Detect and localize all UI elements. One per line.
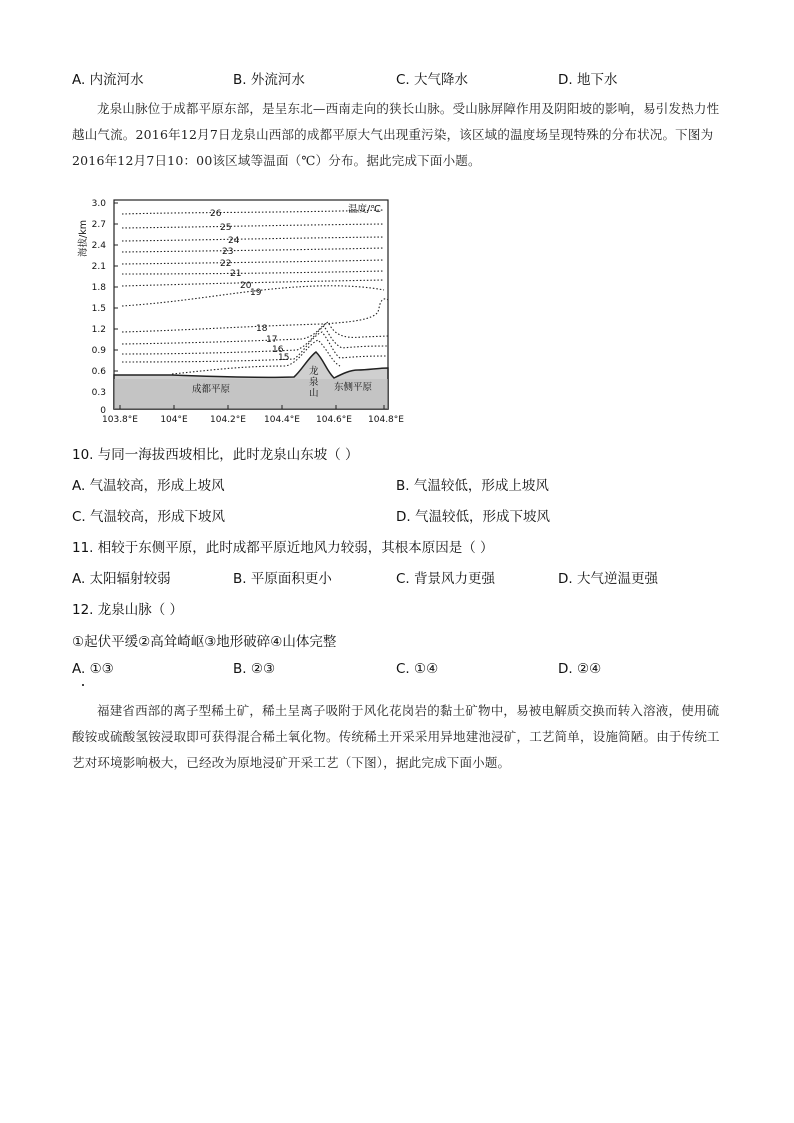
y-tick: 2.4 [91,241,106,251]
q12-option-b: B. ②③ [233,661,276,677]
q11-option-d: D. 大气逆温更强 [558,571,658,587]
q10-option-a: A. 气温较高，形成上坡风 [72,478,225,494]
isotherm-label: 24 [228,236,240,246]
longquan-label [309,365,319,399]
x-tick: 103.8°E [102,415,138,425]
isotherm-label: 19 [250,288,262,298]
q12-stem: 12. 龙泉山脉（ ） [72,602,184,618]
q11-option-c: C. 背景风力更强 [396,571,496,587]
q9-option-a: A. 内流河水 [72,72,144,88]
q10-option-c: C. 气温较高，形成下坡风 [72,509,226,525]
isotherm-label: 21 [230,269,242,279]
longquan-label-3: 山 [309,388,319,399]
passage-longquan [72,96,722,174]
q11-option-b: B. 平原面积更小 [233,571,332,587]
east-plain-label: 东侧平原 [334,382,373,393]
x-tick: 104.4°E [264,415,300,425]
chengdu-plain-label: 成都平原 [192,384,231,395]
isotherm-label: 23 [222,247,234,257]
q12-statements: ①起伏平缓②高耸崎岖③地形破碎④山体完整 [72,634,337,650]
isotherm-label: 20 [240,281,252,291]
y-axis-label: 海拔/km [78,220,89,257]
y-tick: 3.0 [91,199,106,209]
isotherm-chart [72,194,412,429]
x-tick: 104.2°E [210,415,246,425]
longquan-label-1: 龙 [309,366,319,377]
isotherm-label: 16 [272,345,284,355]
isotherm-label: 26 [210,209,222,219]
isotherm-label: 22 [220,259,232,269]
y-tick: 0 [100,406,106,416]
y-tick: 0.3 [91,388,106,398]
isotherm-label: 15 [278,353,290,363]
q12-option-a: A. ①③ [72,661,114,677]
stray-mark [82,684,84,686]
q11-stem: 11. 相较于东侧平原，此时成都平原近地风力较弱，其根本原因是（ ） [72,540,494,556]
q9-option-b: B. 外流河水 [233,72,305,88]
y-tick: 2.7 [91,220,106,230]
y-tick: 1.8 [91,283,106,293]
longquan-label-2: 泉 [309,377,319,388]
q9-option-d: D. 地下水 [558,72,618,88]
isotherm-label: 17 [266,335,278,345]
isotherm-label: 25 [220,223,232,233]
q10-option-b: B. 气温较低，形成上坡风 [396,478,549,494]
legend-title: 温度/℃ [348,204,381,215]
isotherm-figure [72,194,412,429]
y-tick: 0.6 [91,367,106,377]
y-tick: 0.9 [91,346,106,356]
q12-option-c: C. ①④ [396,661,439,677]
x-tick: 104.6°E [316,415,352,425]
q12-option-d: D. ②④ [558,661,602,677]
q10-stem: 10. 与同一海拔西坡相比，此时龙泉山东坡（ ） [72,447,359,463]
q9-option-c: C. 大气降水 [396,72,469,88]
x-ticks [102,415,404,425]
x-tick: 104°E [160,415,188,425]
q10-option-d: D. 气温较低，形成下坡风 [396,509,550,525]
passage-longquan-text: 龙泉山脉位于成都平原东部，是呈东北—西南走向的狭长山脉。受山脉屏障作用及阴阳坡的影响，易引发热力性越山气流。2016年12月7日龙泉山西部的成都平原大气出现重污染，该区域的温度场呈现特殊的分布状况。下图为2016年12月7日10：00该区域等温面（℃）分布。据此完成下面小题。 [72,101,720,168]
passage-rare-earth-text: 福建省西部的离子型稀土矿，稀土呈离子吸附于风化花岗岩的黏土矿物中，易被电解质交换而转入溶液，使用硫酸铵或硫酸氢铵浸取即可获得混合稀土氧化物。传统稀土开采采用异地建池浸矿，工艺简单，设施简陋。由于传统工艺对环境影响极大，已经改为原地浸矿开采工艺（下图），据此完成下面小题。 [72,703,720,770]
isotherm-label: 18 [256,324,268,334]
passage-rare-earth [72,698,722,776]
x-tick: 104.8°E [368,415,404,425]
y-tick: 2.1 [91,262,106,272]
y-tick: 1.5 [91,304,106,314]
y-tick: 1.2 [91,325,106,335]
y-ticks [92,199,107,416]
q11-option-a: A. 太阳辐射较弱 [72,571,171,587]
